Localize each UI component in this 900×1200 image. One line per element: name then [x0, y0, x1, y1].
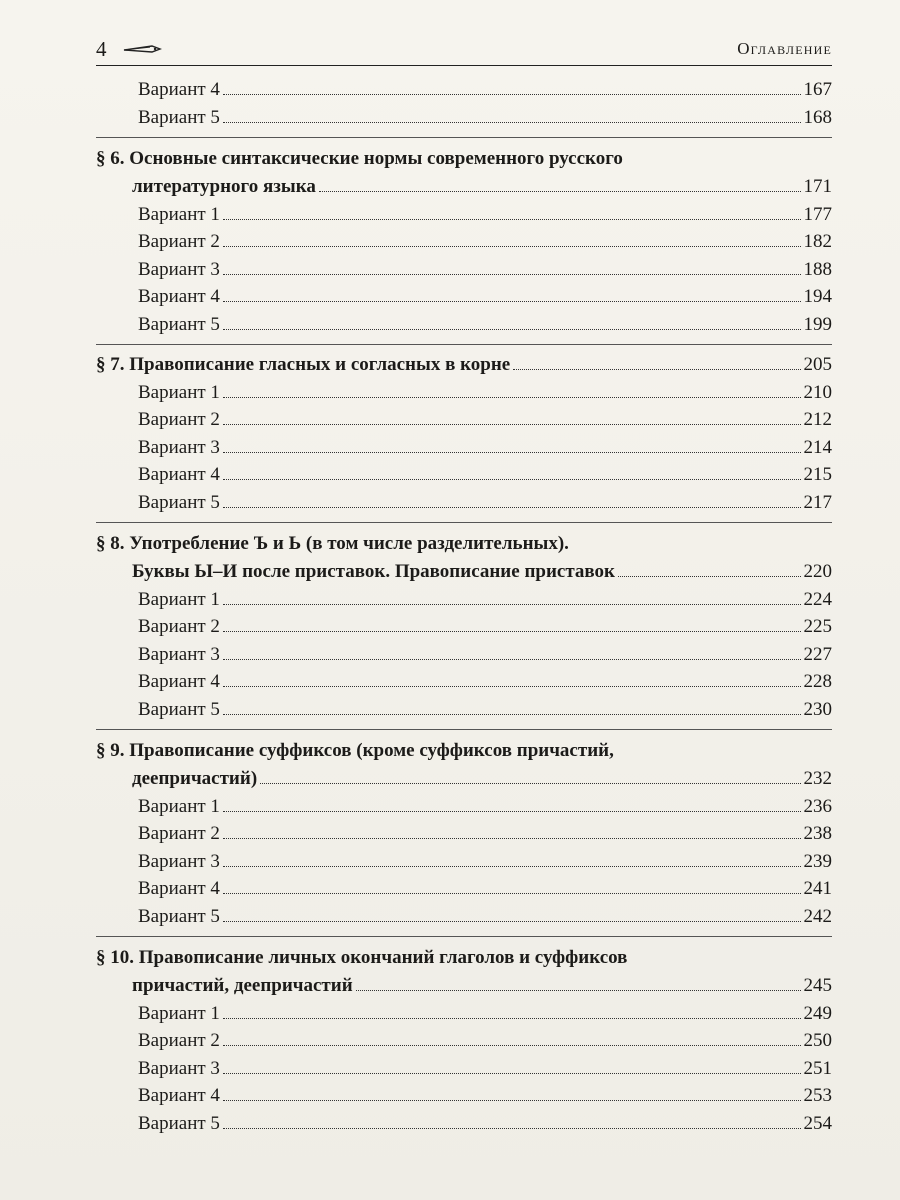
- section-entry[interactable]: [96, 173, 832, 201]
- entry-label: Вариант 5: [138, 491, 220, 513]
- entry-page-number: 253: [803, 1085, 832, 1106]
- entry-label: Вариант 2: [138, 409, 220, 430]
- entry-label: Вариант 2: [138, 231, 220, 252]
- entry-page-number: 236: [803, 795, 832, 817]
- variant-entry[interactable]: [96, 201, 832, 229]
- dot-leader: [618, 576, 801, 577]
- toc-section: [96, 529, 832, 723]
- dot-leader: [223, 219, 801, 220]
- entry-label: Вариант 3: [138, 850, 220, 872]
- entry-page-number: 205: [803, 354, 832, 375]
- entry-page-number: 167: [803, 79, 832, 100]
- entry-label: Вариант 4: [138, 1085, 220, 1106]
- dot-leader: [319, 191, 801, 192]
- dot-leader: [223, 631, 801, 632]
- section-divider: [96, 137, 832, 138]
- entry-page-number: 241: [803, 878, 832, 899]
- entry-page-number: 210: [803, 381, 832, 403]
- entry-label: Вариант 1: [138, 588, 220, 610]
- header-rule: [96, 65, 832, 66]
- entry-label: Вариант 4: [138, 671, 220, 692]
- variant-entry[interactable]: [96, 379, 832, 407]
- entry-label: деепричастий): [132, 768, 258, 789]
- section-entry[interactable]: [96, 765, 832, 793]
- entry-label: § 7. Правописание гласных и согласных в корне: [96, 354, 511, 375]
- entry-page-number: 215: [803, 464, 832, 485]
- toc-section: [96, 943, 832, 1137]
- variant-entry[interactable]: [96, 256, 832, 284]
- variant-entry[interactable]: [96, 875, 832, 903]
- entry-page-number: 245: [803, 975, 832, 996]
- variant-entry[interactable]: [96, 1055, 832, 1083]
- toc-section: [96, 76, 832, 131]
- dot-leader: [223, 274, 801, 275]
- section-divider: [96, 522, 832, 523]
- section-title-line[interactable]: § 9. Правописание суффиксов (кроме суффиксов причастий,: [96, 740, 614, 761]
- entry-page-number: 224: [803, 588, 832, 610]
- dot-leader: [223, 397, 801, 398]
- entry-label: Вариант 2: [138, 1030, 220, 1051]
- dot-leader: [223, 604, 801, 605]
- entry-label: Вариант 1: [138, 1002, 220, 1024]
- dot-leader: [356, 990, 801, 991]
- entry-page-number: 177: [803, 203, 832, 225]
- section-divider: [96, 936, 832, 937]
- dot-leader: [223, 659, 801, 660]
- entry-label: Вариант 3: [138, 258, 220, 280]
- dot-leader: [223, 329, 801, 330]
- entry-page-number: 199: [803, 313, 832, 335]
- dot-leader: [223, 1100, 801, 1101]
- section-title-line[interactable]: § 8. Употребление Ъ и Ь (в том числе разделительных).: [96, 533, 569, 554]
- section-title-line[interactable]: § 10. Правописание личных окончаний глаголов и суффиксов: [96, 947, 628, 968]
- variant-entry[interactable]: [96, 696, 832, 724]
- running-head: Оглавление: [737, 39, 832, 58]
- section-title-line[interactable]: § 6. Основные синтаксические нормы современного русского: [96, 148, 623, 169]
- entry-page-number: 238: [803, 823, 832, 844]
- dot-leader: [223, 714, 801, 715]
- entry-page-number: 242: [803, 905, 832, 927]
- dot-leader: [223, 686, 801, 687]
- entry-label: Вариант 5: [138, 106, 220, 128]
- variant-entry[interactable]: [96, 461, 832, 489]
- entry-label: литературного языка: [132, 176, 316, 197]
- dot-leader: [513, 369, 800, 370]
- entry-label: Вариант 1: [138, 203, 220, 225]
- entry-page-number: 217: [803, 491, 832, 513]
- entry-page-number: 194: [803, 286, 832, 307]
- variant-entry[interactable]: [96, 311, 832, 339]
- dot-leader: [223, 893, 801, 894]
- dot-leader: [223, 1128, 801, 1129]
- entry-page-number: 212: [803, 409, 832, 430]
- entry-page-number: 171: [803, 176, 832, 197]
- toc-section: [96, 736, 832, 930]
- variant-entry[interactable]: [96, 1082, 832, 1110]
- section-divider: [96, 344, 832, 345]
- variant-entry[interactable]: [96, 1110, 832, 1138]
- variant-entry[interactable]: [96, 586, 832, 614]
- variant-entry[interactable]: [96, 820, 832, 848]
- entry-page-number: 254: [803, 1112, 832, 1134]
- entry-label: Буквы Ы–И после приставок. Правописание приставок: [132, 561, 615, 582]
- variant-entry[interactable]: [96, 668, 832, 696]
- page-header: [96, 32, 832, 66]
- dot-leader: [223, 479, 801, 480]
- entry-label: Вариант 4: [138, 286, 220, 307]
- entry-label: Вариант 1: [138, 381, 220, 403]
- entry-label: Вариант 2: [138, 616, 220, 637]
- dot-leader: [223, 301, 801, 302]
- dot-leader: [223, 452, 801, 453]
- dot-leader: [223, 1018, 801, 1019]
- variant-entry[interactable]: [96, 1027, 832, 1055]
- variant-entry[interactable]: [96, 283, 832, 311]
- entry-page-number: 168: [803, 106, 832, 128]
- pen-icon: [122, 42, 162, 56]
- entry-page-number: 220: [803, 561, 832, 582]
- dot-leader: [223, 424, 801, 425]
- entry-page-number: 188: [803, 258, 832, 280]
- entry-page-number: 249: [803, 1002, 832, 1024]
- dot-leader: [260, 783, 800, 784]
- variant-entry[interactable]: [96, 489, 832, 517]
- section-entry[interactable]: [96, 351, 832, 379]
- variant-entry[interactable]: [96, 848, 832, 876]
- entry-label: Вариант 5: [138, 1112, 220, 1134]
- dot-leader: [223, 838, 801, 839]
- dot-leader: [223, 1045, 801, 1046]
- section-divider: [96, 729, 832, 730]
- entry-label: Вариант 4: [138, 79, 220, 100]
- variant-entry[interactable]: [96, 903, 832, 931]
- page-number: 4: [96, 37, 107, 61]
- entry-label: причастий, деепричастий: [132, 975, 353, 996]
- entry-page-number: 182: [803, 231, 832, 252]
- entry-label: Вариант 4: [138, 878, 220, 899]
- entry-page-number: 230: [803, 698, 832, 720]
- entry-label: Вариант 1: [138, 795, 220, 817]
- section-entry[interactable]: [96, 558, 832, 586]
- dot-leader: [223, 122, 801, 123]
- variant-entry[interactable]: [96, 613, 832, 641]
- entry-label: Вариант 2: [138, 823, 220, 844]
- variant-entry[interactable]: [96, 104, 832, 132]
- toc-section: [96, 144, 832, 338]
- entry-page-number: 250: [803, 1030, 832, 1051]
- entry-page-number: 232: [803, 768, 832, 789]
- dot-leader: [223, 94, 801, 95]
- variant-entry[interactable]: [96, 76, 832, 104]
- entry-label: Вариант 3: [138, 1057, 220, 1079]
- entry-label: Вариант 4: [138, 464, 220, 485]
- dot-leader: [223, 921, 801, 922]
- entry-page-number: 228: [803, 671, 832, 692]
- variant-entry[interactable]: [96, 434, 832, 462]
- variant-entry[interactable]: [96, 793, 832, 821]
- entry-page-number: 251: [803, 1057, 832, 1079]
- variant-entry[interactable]: [96, 406, 832, 434]
- dot-leader: [223, 811, 801, 812]
- table-of-contents: [96, 76, 832, 1137]
- entry-label: Вариант 3: [138, 436, 220, 458]
- entry-label: Вариант 5: [138, 905, 220, 927]
- entry-page-number: 225: [803, 616, 832, 637]
- variant-entry[interactable]: [96, 228, 832, 256]
- entry-label: Вариант 5: [138, 698, 220, 720]
- entry-page-number: 239: [803, 850, 832, 872]
- dot-leader: [223, 507, 801, 508]
- toc-section: [96, 351, 832, 516]
- dot-leader: [223, 866, 801, 867]
- entry-page-number: 227: [803, 643, 832, 665]
- variant-entry[interactable]: [96, 1000, 832, 1028]
- dot-leader: [223, 246, 801, 247]
- entry-label: Вариант 3: [138, 643, 220, 665]
- section-entry[interactable]: [96, 972, 832, 1000]
- entry-page-number: 214: [803, 436, 832, 458]
- entry-label: Вариант 5: [138, 313, 220, 335]
- dot-leader: [223, 1073, 801, 1074]
- variant-entry[interactable]: [96, 641, 832, 669]
